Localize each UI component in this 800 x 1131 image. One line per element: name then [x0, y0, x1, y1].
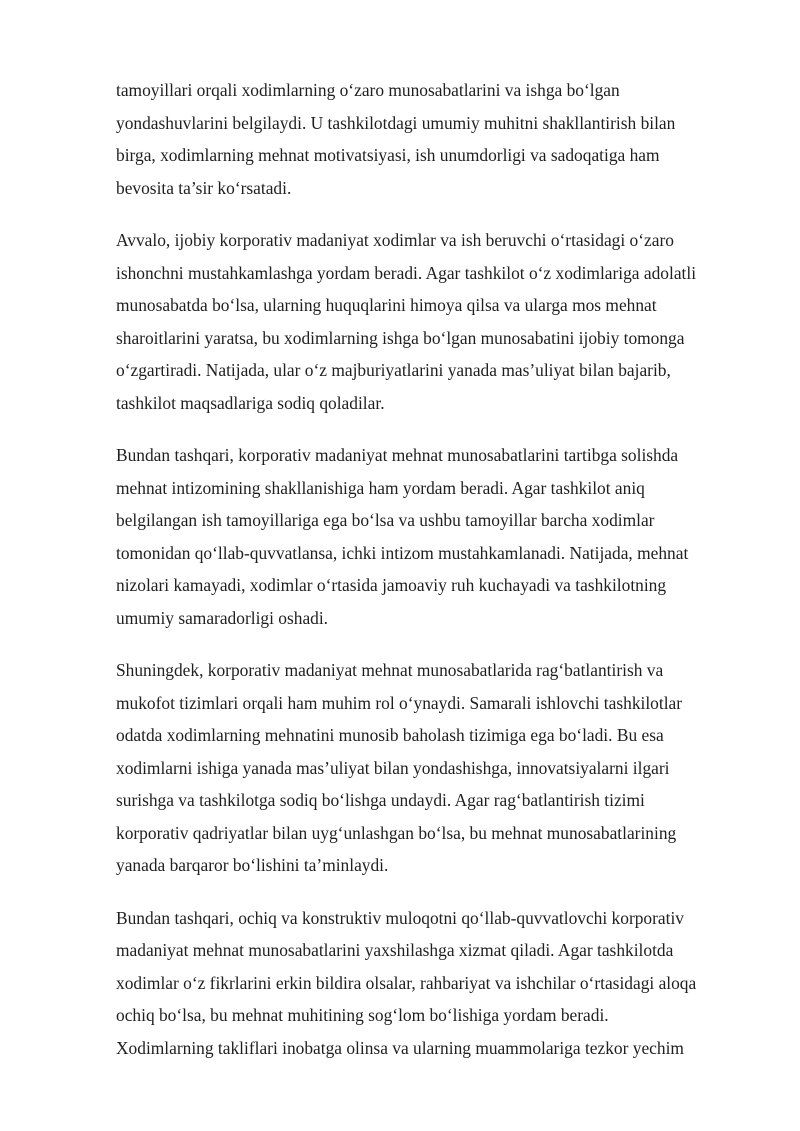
- paragraph-5: Bundan tashqari, ochiq va konstruktiv muloqotni qo‘llab-quvvatlovchi korporativ madaniyat mehnat munosabatlarini yaxshilashga xizmat qiladi. Agar tashkilotda xodimlar o‘z fikrlarini erkin bildira olsalar, rahbariyat va ishchilar o‘rtasidagi aloqa ochiq bo‘lsa, bu mehnat muhitining sog‘lom bo‘lishiga yordam beradi. Xodimlarning takliflari inobatga olinsa va ularning muammolariga tezkor yechim: [116, 907, 697, 1058]
- paragraph-3: Bundan tashqari, korporativ madaniyat mehnat munosabatlarini tartibga solishda mehnat intizomining shakllanishiga ham yordam beradi. Agar tashkilot aniq belgilangan ish tamoyillariga ega bo‘lsa va ushbu tamoyillar barcha xodimlar tomonidan qo‘llab-quvvatlansa, ichki intizom mustahkamlanadi. Natijada, mehnat nizolari kamayadi, xodimlar o‘rtasida jamoaviy ruh kuchayadi va tashkilotning umumiy samaradorligi oshadi.: [116, 445, 689, 628]
- document-body: [116, 74, 756, 1084]
- paragraph-2: Avvalo, ijobiy korporativ madaniyat xodimlar va ish beruvchi o‘rtasidagi o‘zaro ishonchni mustahkamlashga yordam beradi. Agar tashkilot o‘z xodimlariga adolatli munosabatda bo‘lsa, ularning huquqlarini himoya qilsa va ularga mos mehnat sharoitlarini yaratsa, bu xodimlarning ishga bo‘lgan munosabatini ijobiy tomonga o‘zgartiradi. Natijada, ular o‘z majburiyatlarini yanada mas’uliyat bilan bajarib, tashkilot maqsadlariga sodiq qoladilar.: [116, 230, 697, 413]
- paragraph-4: Shuningdek, korporativ madaniyat mehnat munosabatlarida rag‘batlantirish va mukofot tizimlari orqali ham muhim rol o‘ynaydi. Samarali ishlovchi tashkilotlar odatda xodimlarning mehnatini munosib baholash tizimiga ega bo‘ladi. Bu esa xodimlarni ishiga yanada mas’uliyat bilan yondashishga, innovatsiyalarni ilgari surishga va tashkilotga sodiq bo‘lishga undaydi. Agar rag‘batlantirish tizimi korporativ qadriyatlar bilan uyg‘unlashgan bo‘lsa, bu mehnat munosabatlarining yanada barqaror bo‘lishini ta’minlaydi.: [116, 660, 683, 875]
- paragraph-1: tamoyillari orqali xodimlarning o‘zaro munosabatlarini va ishga bo‘lgan yondashuvlarini belgilaydi. U tashkilotdagi umumiy muhitni shakllantirish bilan birga, xodimlarning mehnat motivatsiyasi, ish unumdorligi va sadoqatiga ham bevosita ta’sir ko‘rsatadi.: [116, 80, 676, 198]
